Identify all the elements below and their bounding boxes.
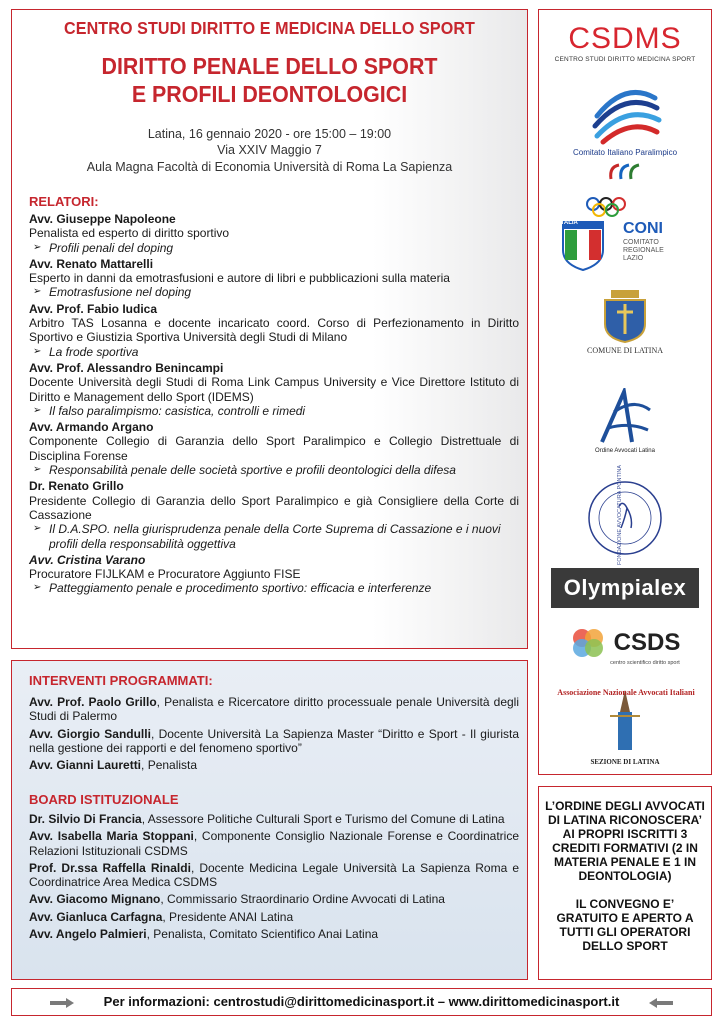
speaker-role: Arbitro TAS Losanna e docente incaricato coord. Corso di Perfezionamento in Diritto Sportivo e Giustizia Sportiva Università degli Studi di Milano bbox=[29, 316, 519, 345]
speaker-name: Avv. Prof. Fabio Iudica bbox=[29, 301, 158, 316]
cip-logo-text: Comitato Italiano Paralimpico bbox=[572, 148, 678, 157]
contact-info: Per informazioni: centrostudi@dirittomedicinasport.it – www.dirittomedicinasport.it bbox=[103, 994, 620, 1009]
ordine-avvocati-logo bbox=[539, 388, 711, 454]
free-entry-text: IL CONVEGNO E’ GRATUITO E APERTO A TUTTI GLI OPERATORI DELLO SPORT bbox=[556, 897, 694, 953]
list-item bbox=[29, 758, 519, 772]
fondazione-emblem-icon bbox=[585, 478, 665, 558]
list-item bbox=[29, 910, 519, 924]
bullet-arrow-icon: ➢ bbox=[33, 464, 42, 476]
entry-name: Avv. Gianluca Carfagna bbox=[29, 909, 163, 924]
csds-logo-subtitle: centro scientifico diritto sport bbox=[610, 660, 680, 666]
speaker-talk bbox=[29, 404, 519, 418]
speaker-talk-title: Il D.A.SPO. nella giurisprudenza penale della Corte Suprema di Cassazione e i nuovi profili della responsabilità oggettiva bbox=[49, 522, 501, 551]
speaker-talk-title: Responsabilità penale delle società sportive e profili deontologici della difesa bbox=[49, 463, 456, 478]
entry-desc: , Docente Medicina Legale Università La Sapienza Roma e Coordinatrice Area Medica CSDMS bbox=[29, 860, 520, 890]
csds-circles-icon bbox=[570, 626, 610, 660]
ordine-logo-text: Ordine Avvocati Latina bbox=[595, 448, 655, 454]
speaker-talk-title: Il falso paralimpismo: casistica, controlli e rimedi bbox=[49, 403, 306, 418]
speaker-talk-title: Emotrasfusione nel doping bbox=[49, 285, 192, 300]
coni-italia-label: ITALIA bbox=[559, 220, 578, 226]
comune-latina-logo bbox=[539, 288, 711, 355]
speaker-role: Esperto in danni da emotrasfusioni e autore di libri e pubblicazioni sulla materia bbox=[29, 271, 450, 286]
speaker-role: Presidente Collegio di Garanzia dello Sport Paralimpico e già Consigliere della Corte di Cassazione bbox=[29, 493, 519, 522]
speaker-item bbox=[29, 302, 519, 359]
footer-panel bbox=[11, 988, 712, 1016]
event-venue: Aula Magna Facoltà di Economia Università di Roma La Sapienza bbox=[86, 160, 453, 174]
speaker-talk bbox=[29, 522, 519, 551]
list-item bbox=[29, 695, 519, 724]
list-item bbox=[29, 812, 519, 826]
speaker-item bbox=[29, 479, 519, 550]
coni-sub-line: REGIONALE bbox=[623, 247, 664, 254]
csdms-logo-word: CSDMS bbox=[568, 22, 682, 55]
entry-name: Avv. Prof. Paolo Grillo bbox=[29, 695, 157, 709]
interventi-list bbox=[29, 695, 519, 775]
speaker-role: Docente Università degli Studi di Roma Link Campus University e Vice Direttore Istituto di Diritto e Management dello Sport (IDEMS) bbox=[29, 375, 519, 404]
speaker-role: Componente Collegio di Garanzia dello Sport Paralimpico e Collegio Distrettuale di Disciplina Forense bbox=[29, 434, 519, 463]
entry-desc: , Assessore Politiche Culturali Sport e Turismo del Comune di Latina bbox=[141, 812, 505, 826]
speaker-name: Avv. Prof. Alessandro Benincampi bbox=[29, 360, 224, 375]
entry-desc: , Docente Università La Sapienza Master “Diritto e Sport - Il giurista nella gestione dei rapporti e del fenomeno sportivo” bbox=[29, 726, 519, 755]
interventi-heading: INTERVENTI PROGRAMMATI: bbox=[29, 673, 213, 688]
entry-desc: , Penalista bbox=[141, 758, 198, 773]
bullet-arrow-icon: ➢ bbox=[33, 345, 42, 357]
fondazione-logo bbox=[539, 464, 711, 566]
entry-desc: , Componente Consiglio Nazionale Forense e Coordinatrice Relazioni Istituzionali CSDMS bbox=[29, 829, 520, 858]
board-list bbox=[29, 812, 519, 944]
entry-name: Avv. Gianni Lauretti bbox=[29, 758, 142, 773]
bullet-arrow-icon: ➢ bbox=[33, 582, 42, 594]
speaker-name: Avv. Cristina Varano bbox=[29, 552, 146, 567]
speaker-talk-title: Patteggiamento penale e procedimento sportivo: efficacia e interferenze bbox=[49, 581, 432, 596]
speaker-talk-title: La frode sportiva bbox=[49, 344, 139, 359]
entry-name: Avv. Isabella Maria Stoppani bbox=[29, 829, 194, 844]
entry-desc: , Penalista, Comitato Scientifico Anai Latina bbox=[146, 927, 379, 942]
entry-name: Avv. Giorgio Sandulli bbox=[29, 726, 151, 741]
cip-logo bbox=[539, 76, 711, 183]
speaker-list bbox=[29, 212, 519, 598]
speaker-talk-title: Profili penali del doping bbox=[49, 240, 174, 255]
coni-sub-line: LAZIO bbox=[623, 255, 644, 262]
entry-name: Avv. Angelo Palmieri bbox=[29, 927, 147, 942]
event-title-line-1: DIRITTO PENALE DELLO SPORT bbox=[101, 53, 438, 79]
coni-logo-word: CONI bbox=[623, 220, 663, 237]
org-title: CENTRO STUDI DIRITTO E MEDICINA DELLO SPORT bbox=[64, 18, 475, 38]
entry-desc: , Presidente ANAI Latina bbox=[162, 909, 294, 924]
entry-desc: , Penalista e Ricercatore diritto processuale penale Università degli Studi di Palermo bbox=[29, 695, 520, 724]
speaker-item bbox=[29, 361, 519, 418]
entry-name: Avv. Giacomo Mignano bbox=[29, 892, 161, 907]
bullet-arrow-icon: ➢ bbox=[33, 286, 42, 298]
arrow-left-icon bbox=[649, 998, 673, 1008]
agitos-icon bbox=[605, 161, 645, 183]
speaker-talk bbox=[29, 463, 519, 477]
entry-desc: , Commissario Straordinario Ordine Avvocati di Latina bbox=[160, 892, 445, 907]
event-date: Latina, 16 gennaio 2020 - ore 15:00 – 19:00 bbox=[147, 127, 392, 141]
entry-name: Dr. Silvio Di Francia bbox=[29, 812, 142, 826]
speaker-name: Avv. Giuseppe Napoleone bbox=[29, 212, 176, 226]
fondazione-logo-text: FONDAZIONE AVVOCATURA PONTINA bbox=[617, 464, 623, 566]
csds-logo bbox=[539, 626, 711, 666]
speaker-role: Penalista ed esperto di diritto sportivo bbox=[29, 226, 230, 241]
speaker-talk bbox=[29, 241, 519, 255]
speaker-talk bbox=[29, 285, 519, 299]
csdms-logo-subtitle: CENTRO STUDI DIRITTO MEDICINA SPORT bbox=[554, 56, 696, 63]
speaker-talk bbox=[29, 345, 519, 359]
speaker-item bbox=[29, 420, 519, 477]
coni-sub-line: COMITATO bbox=[623, 239, 659, 246]
ordine-emblem-icon bbox=[590, 388, 660, 446]
event-title-line-2: E PROFILI DEONTOLOGICI bbox=[131, 81, 408, 107]
bullet-arrow-icon: ➢ bbox=[33, 404, 42, 416]
list-item bbox=[29, 829, 519, 858]
latina-logo-text: COMUNE DI LATINA bbox=[587, 346, 663, 355]
board-heading: BOARD ISTITUZIONALE bbox=[29, 792, 179, 807]
list-item bbox=[29, 892, 519, 906]
speaker-name: Dr. Renato Grillo bbox=[29, 479, 124, 494]
anai-logo bbox=[539, 682, 711, 766]
logo-panel bbox=[538, 9, 712, 775]
bullet-arrow-icon: ➢ bbox=[33, 523, 42, 535]
credits-panel bbox=[538, 786, 712, 980]
list-item bbox=[29, 727, 519, 756]
bullet-arrow-icon: ➢ bbox=[33, 241, 42, 253]
speaker-talk bbox=[29, 581, 519, 595]
relatori-heading: RELATORI: bbox=[29, 194, 99, 209]
speaker-item bbox=[29, 553, 519, 596]
olympialex-logo: Olympialex bbox=[551, 568, 699, 608]
csdms-logo bbox=[539, 22, 711, 63]
latina-coat-of-arms-icon bbox=[601, 288, 649, 344]
anai-logo-ring-text: Associazione Nazionale Avvocati Italiani bbox=[557, 688, 695, 697]
speaker-name: Avv. Renato Mattarelli bbox=[29, 256, 154, 271]
coni-logo-subtitle bbox=[623, 239, 664, 263]
speaker-item bbox=[29, 257, 519, 300]
credits-text: L’ORDINE DEGLI AVVOCATI DI LATINA RICONOSCERA’ AI PROPRI ISCRITTI 3 CREDITI FORMATIVI (2 IN MATERIA PENALE E 1 IN DEONTOLOGIA) bbox=[545, 799, 705, 883]
cip-emblem-icon bbox=[585, 76, 665, 146]
speaker-item bbox=[29, 212, 519, 255]
coni-logo bbox=[539, 192, 711, 272]
entry-name: Prof. Dr.ssa Raffella Rinaldi bbox=[29, 860, 191, 875]
anai-logo-section: SEZIONE DI LATINA bbox=[590, 758, 660, 766]
list-item bbox=[29, 861, 519, 890]
event-street: Via XXIV Maggio 7 bbox=[217, 143, 322, 157]
list-item bbox=[29, 927, 519, 941]
csds-logo-word: CSDS bbox=[613, 629, 681, 656]
speaker-role: Procuratore FIJLKAM e Procuratore Aggiunto FISE bbox=[29, 567, 301, 582]
speaker-name: Avv. Armando Argano bbox=[29, 420, 154, 435]
